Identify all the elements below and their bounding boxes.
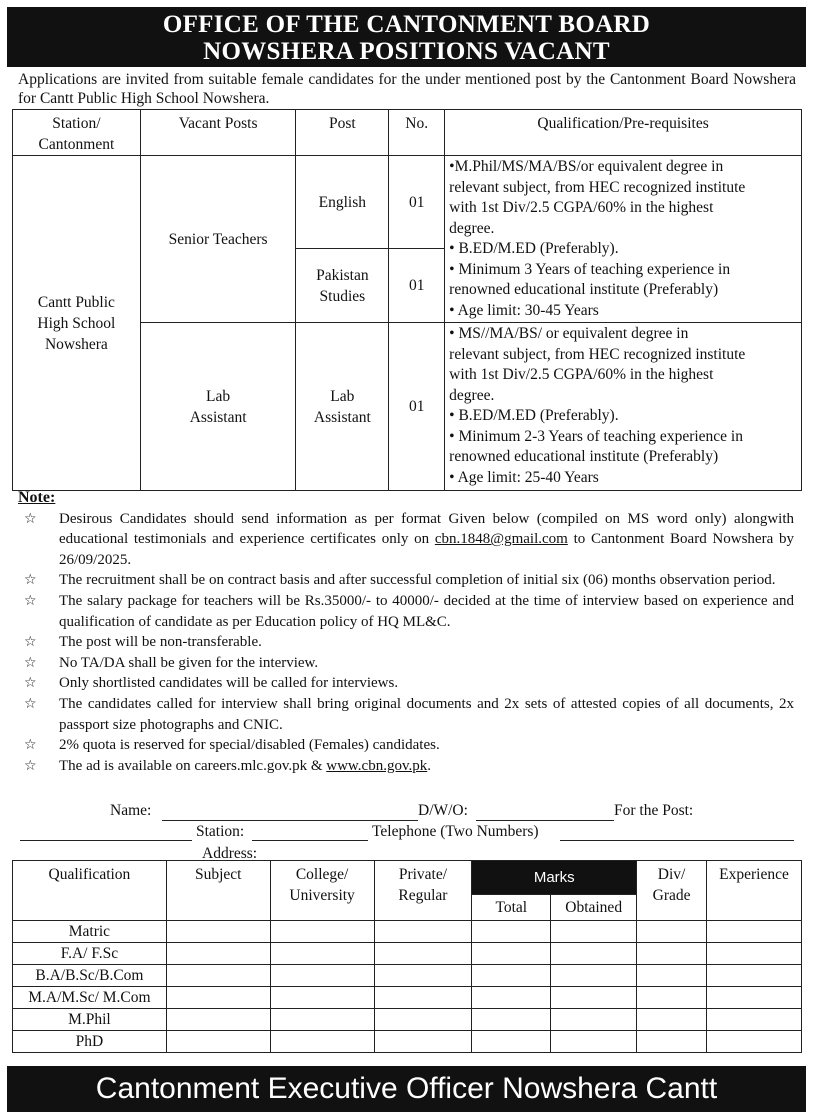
list-item: ☆ Desirous Candidates should send information as per format Given below (compiled on MS word only) alongwith educational testimonials and experience certificates only on cbn.1848@gmail.com to Cantonment Board Nowshera by 26/09/2025. — [24, 510, 794, 568]
header-qualification: Qualification/Pre-requisites — [445, 110, 802, 156]
dwo-field-line[interactable] — [476, 820, 614, 821]
table-cell[interactable] — [374, 965, 472, 987]
row-label: PhD — [13, 1031, 167, 1053]
list-item: ☆ 2% quota is reserved for special/disabled (Females) candidates. — [18, 735, 794, 756]
table-cell[interactable] — [166, 965, 270, 987]
table-cell[interactable] — [551, 921, 637, 943]
header-post: Post — [296, 110, 389, 156]
table-cell[interactable] — [270, 987, 374, 1009]
row-label: M.Phil — [13, 1009, 167, 1031]
qualification-lab-assistant: • MS//MA/BS/ or equivalent degree in relevant subject, from HEC recognized institute with 1st Div/2.5 CGPA/60% in the highest degree. • B.ED/M.ED (Preferably). • Minimum 2-3 Years of teaching experience in renowned educational institute (Preferably) • Age limit: 25-40 Years — [445, 323, 802, 491]
star-icon: ☆ — [24, 675, 37, 692]
table-cell[interactable] — [637, 987, 707, 1009]
vacant-post-senior-teachers: Senior Teachers — [140, 156, 296, 323]
station-field-line[interactable] — [252, 840, 368, 841]
list-item: ☆ The post will be non-transferable. — [18, 632, 794, 653]
table-cell[interactable] — [472, 1031, 551, 1053]
post-english: English — [296, 156, 389, 249]
address-label: Address: — [202, 845, 258, 862]
table-cell[interactable] — [707, 1031, 802, 1053]
table-row — [13, 965, 802, 987]
star-icon: ☆ — [24, 654, 37, 671]
intro-paragraph: Applications are invited from suitable female candidates for the under mentioned post by the Cantonment Board Nowshera for Cantt Public High School Nowshera. — [18, 71, 796, 107]
header-college: College/ University — [270, 861, 374, 921]
post-lab-assistant: Lab Assistant — [296, 323, 389, 491]
header-vacant-posts: Vacant Posts — [140, 110, 296, 156]
name-label: Name: — [110, 802, 152, 819]
list-item: ☆ The salary package for teachers will be Rs.35000/- to 40000/- decided at the time of interview based on experience and qualification of candidate as per Education policy of HQ ML&C. — [24, 592, 794, 630]
header-div-grade: Div/ Grade — [637, 861, 707, 921]
table-cell[interactable] — [270, 965, 374, 987]
list-item: ☆ The recruitment shall be on contract basis and after successful completion of initial six (06) months observation period. — [18, 570, 794, 591]
header-private: Private/ Regular — [374, 861, 472, 921]
table-cell[interactable] — [166, 943, 270, 965]
table-cell[interactable] — [637, 921, 707, 943]
table-cell[interactable] — [270, 943, 374, 965]
table-cell[interactable] — [551, 1009, 637, 1031]
table-cell[interactable] — [472, 965, 551, 987]
table-row — [13, 943, 802, 965]
note-title: Note: — [18, 489, 56, 506]
table-cell[interactable] — [707, 965, 802, 987]
table-row — [13, 1031, 802, 1053]
list-item: ☆ The ad is available on careers.mlc.gov.pk & www.cbn.gov.pk. — [18, 756, 794, 777]
star-icon: ☆ — [24, 572, 37, 589]
footer-signature: Cantonment Executive Officer Nowshera Cantt — [7, 1066, 806, 1112]
station-label: Station: — [196, 823, 245, 840]
education-header-row — [13, 861, 802, 895]
table-row — [13, 987, 802, 1009]
dwo-label: D/W/O: — [418, 802, 468, 819]
table-cell[interactable] — [166, 987, 270, 1009]
education-table — [12, 860, 802, 1053]
table-cell[interactable] — [637, 943, 707, 965]
table-cell[interactable] — [166, 1031, 270, 1053]
table-cell[interactable] — [374, 921, 472, 943]
advertisement-header — [7, 7, 806, 67]
email-link[interactable]: cbn.1848@gmail.com — [434, 531, 568, 548]
row-label: F.A/ F.Sc — [13, 943, 167, 965]
table-cell[interactable] — [637, 1009, 707, 1031]
table-cell[interactable] — [270, 1009, 374, 1031]
note-section — [18, 488, 794, 776]
table-cell[interactable] — [707, 1009, 802, 1031]
header-subtitle: NOWSHERA POSITIONS VACANT — [203, 38, 610, 65]
star-icon: ☆ — [24, 695, 37, 712]
list-item: ☆ The candidates called for interview shall bring original documents and 2x sets of attested copies of all documents, 2x passport size photographs and CNIC. — [24, 695, 794, 733]
table-cell[interactable] — [374, 943, 472, 965]
table-cell[interactable] — [374, 1031, 472, 1053]
list-item: ☆ Only shortlisted candidates will be called for interviews. — [18, 673, 794, 694]
telephone-label: Telephone (Two Numbers) — [372, 823, 539, 840]
header-experience: Experience — [707, 861, 802, 921]
post-field-line[interactable] — [20, 840, 192, 841]
table-cell[interactable] — [166, 1009, 270, 1031]
table-cell[interactable] — [551, 1031, 637, 1053]
row-label: B.A/B.Sc/B.Com — [13, 965, 167, 987]
header-title: OFFICE OF THE CANTONMENT BOARD — [162, 11, 651, 38]
table-cell[interactable] — [472, 987, 551, 1009]
table-cell[interactable] — [707, 921, 802, 943]
website-link[interactable]: www.cbn.gov.pk — [326, 757, 428, 774]
star-icon: ☆ — [24, 634, 37, 651]
table-cell[interactable] — [707, 943, 802, 965]
star-icon: ☆ — [24, 757, 37, 774]
table-cell[interactable] — [374, 1009, 472, 1031]
header-station: Station/ Cantonment — [13, 110, 141, 156]
for-post-label: For the Post: — [614, 802, 694, 819]
header-obtained: Obtained — [551, 895, 637, 921]
star-icon: ☆ — [24, 737, 37, 754]
positions-table — [12, 109, 802, 491]
post-pakistan-studies: Pakistan Studies — [296, 249, 389, 323]
no-lab-assistant: 01 — [389, 323, 445, 491]
no-english: 01 — [389, 156, 445, 249]
header-qualification: Qualification — [13, 861, 167, 921]
qualification-senior-teachers: •M.Phil/MS/MA/BS/or equivalent degree in relevant subject, from HEC recognized institute with 1st Div/2.5 CGPA/60% in the highest degree. • B.ED/M.ED (Preferably). • Minimum 3 Years of teaching experience in renowned educational institute (Preferably) • Age limit: 30-45 Years — [445, 156, 802, 323]
table-cell[interactable] — [472, 921, 551, 943]
note-list — [18, 509, 794, 777]
header-total: Total — [472, 895, 551, 921]
name-field-line[interactable] — [162, 820, 418, 821]
table-cell[interactable] — [637, 1031, 707, 1053]
table-cell[interactable] — [270, 1031, 374, 1053]
telephone-field-line[interactable] — [560, 840, 794, 841]
table-cell[interactable] — [472, 943, 551, 965]
table-cell[interactable] — [637, 965, 707, 987]
header-subject: Subject — [166, 861, 270, 921]
table-row — [13, 921, 802, 943]
table-cell[interactable] — [551, 987, 637, 1009]
table-row — [13, 156, 802, 249]
table-cell[interactable] — [374, 987, 472, 1009]
row-label: M.A/M.Sc/ M.Com — [13, 987, 167, 1009]
star-icon: ☆ — [24, 592, 37, 609]
no-pakistan-studies: 01 — [389, 249, 445, 323]
table-cell[interactable] — [551, 943, 637, 965]
table-row — [13, 1009, 802, 1031]
station-cell: Cantt Public High School Nowshera — [13, 156, 141, 491]
table-cell[interactable] — [551, 965, 637, 987]
header-marks: Marks — [472, 861, 637, 895]
table-cell[interactable] — [166, 921, 270, 943]
table-cell[interactable] — [270, 921, 374, 943]
row-label: Matric — [13, 921, 167, 943]
header-no: No. — [389, 110, 445, 156]
star-icon: ☆ — [24, 510, 37, 527]
table-cell[interactable] — [707, 987, 802, 1009]
table-cell[interactable] — [472, 1009, 551, 1031]
vacant-post-lab-assistant: Lab Assistant — [140, 323, 296, 491]
list-item: ☆ No TA/DA shall be given for the interview. — [18, 653, 794, 674]
positions-header-row — [13, 110, 802, 156]
